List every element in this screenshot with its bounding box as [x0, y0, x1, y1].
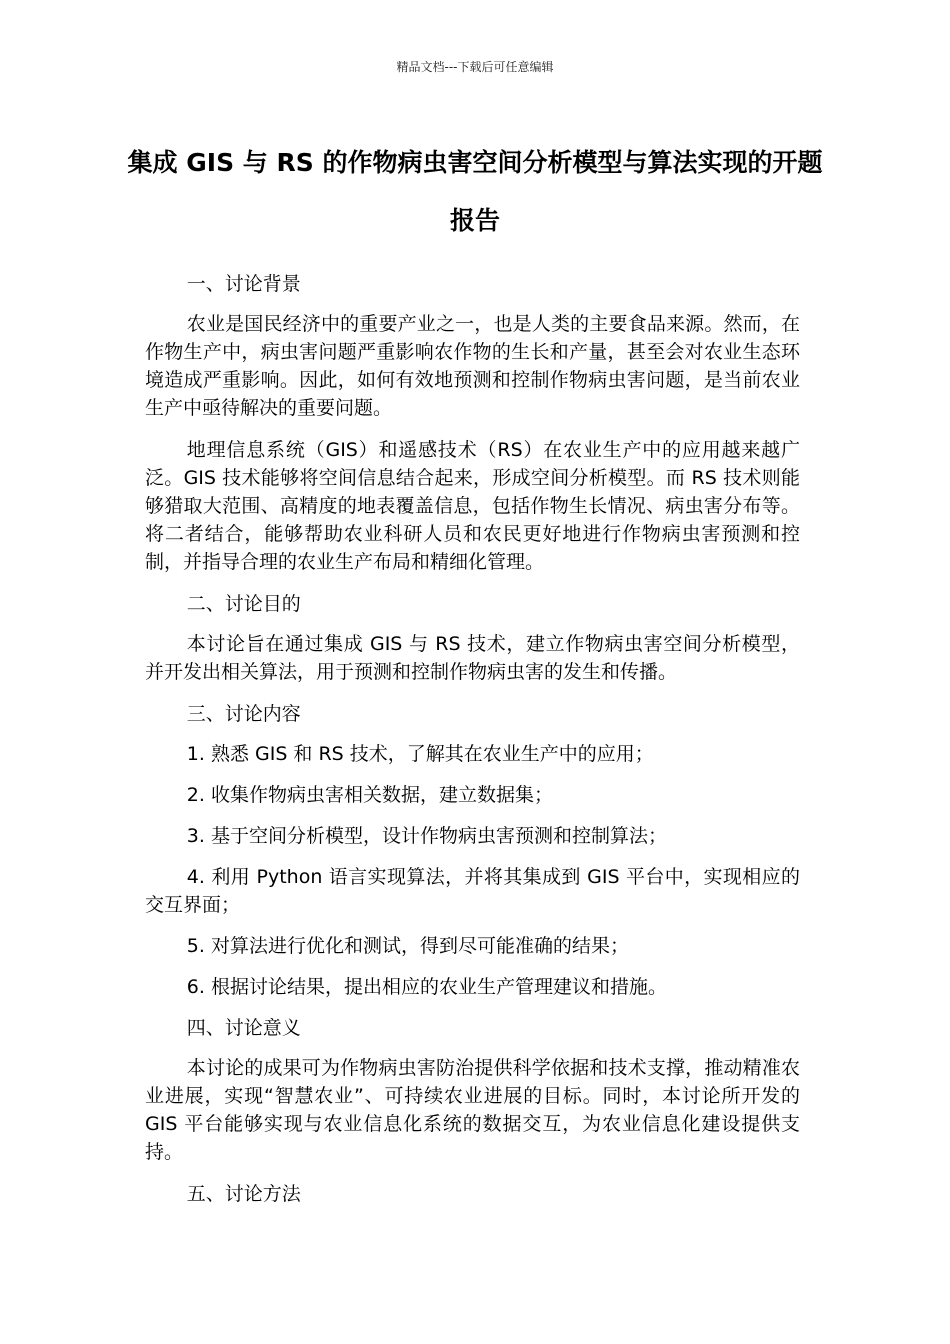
header-note: 精品文档---下载后可任意编辑 — [396, 60, 554, 74]
section-heading-method: 五、讨论方法 — [186, 1183, 301, 1205]
section-heading-significance: 四、讨论意义 — [186, 1017, 301, 1039]
section-heading-content: 三、讨论内容 — [186, 703, 301, 725]
list-item: 2. 收集作物病虫害相关数据，建立数据集； — [186, 784, 553, 806]
list-item: 5. 对算法进行优化和测试，得到尽可能准确的结果； — [186, 935, 629, 957]
paragraph-purpose: 本讨论旨在通过集成 GIS 与 RS 技术，建立作物病虫害空间分析模型，并开发出相关算法，用于预测和控制作物病虫害的发生和传播。 — [145, 633, 800, 683]
paragraph-background-2: 地理信息系统（GIS）和遥感技术（RS）在农业生产中的应用越来越广泛。GIS 技术能够将空间信息结合起来，形成空间分析模型。而 RS 技术则能够猎取大范围、高精度的地表覆盖信息，包括作物生长情况、病虫害分布等。将二者结合，能够帮助农业科研人员和农民更好地进行作物病虫害预测和控制，并指导合理的农业生产布局和精细化管理。 — [145, 439, 800, 573]
list-item: 3. 基于空间分析模型，设计作物病虫害预测和控制算法； — [186, 825, 667, 847]
document-title: 集成 GIS 与 RS 的作物病虫害空间分析模型与算法实现的开题报告 — [127, 148, 823, 235]
list-item: 6. 根据讨论结果，提出相应的农业生产管理建议和措施。 — [186, 976, 667, 998]
paragraph-background-1: 农业是国民经济中的重要产业之一，也是人类的主要食品来源。然而，在作物生产中，病虫害问题严重影响农作物的生长和产量，甚至会对农业生态环境造成严重影响。因此，如何有效地预测和控制作物病虫害问题，是当前农业生产中亟待解决的重要问题。 — [145, 313, 800, 419]
document-body — [145, 270, 800, 1220]
section-heading-purpose: 二、讨论目的 — [186, 593, 301, 615]
list-item: 4. 利用 Python 语言实现算法，并将其集成到 GIS 平台中，实现相应的交互界面； — [145, 866, 800, 916]
paragraph-significance: 本讨论的成果可为作物病虫害防治提供科学依据和技术支撑，推动精准农业进展，实现“智慧农业”、可持续农业进展的目标。同时，本讨论所开发的 GIS 平台能够实现与农业信息化系统的数据交互，为农业信息化建设提供支持。 — [145, 1057, 800, 1163]
section-heading-background: 一、讨论背景 — [186, 273, 301, 295]
list-item: 1. 熟悉 GIS 和 RS 技术，了解其在农业生产中的应用； — [186, 743, 654, 765]
